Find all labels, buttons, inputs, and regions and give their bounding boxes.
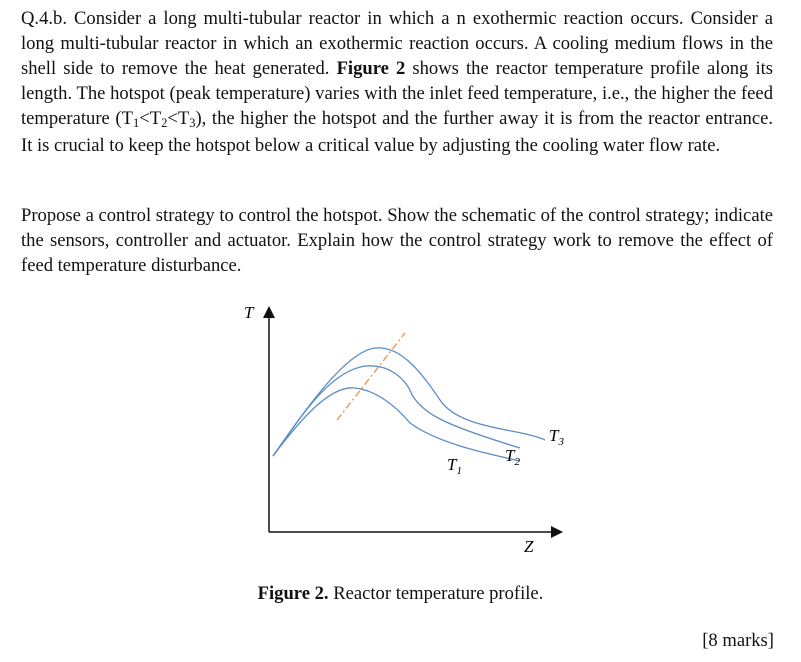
question-text-cont: shows the reactor temperature profile along its length. The hotspot (peak temperature) varies with the inlet feed temperature, i.e., the higher the feed temperature (T: [21, 58, 774, 129]
curve-label-t2: $T_2$: [505, 446, 520, 468]
figure-reference: Figure 2: [336, 58, 406, 79]
question-text-end: ), the higher the hotspot and the further away it is from the reactor entrance. It is crucial to keep the hotspot below a critical value by adjusting the cooling water flow rate.: [21, 108, 773, 156]
curve-t2: [273, 366, 520, 456]
less-than-t2: <T: [139, 108, 162, 129]
reactor-temperature-figure: [0, 300, 801, 570]
curve-label-t3: $T_3$: [549, 426, 564, 448]
x-axis-label: Z: [524, 537, 534, 556]
question-paragraph-2: Propose a control strategy to control the hotspot. Show the schematic of the control strategy; indicate the sensors, controller and actuator. Explain how the control strategy work to remove the effect of feed temperature disturbance.: [21, 205, 773, 276]
caption-label: Figure 2.: [257, 583, 329, 604]
question-text: Q.4.b. Consider a long multi-tubular reactor in which a n exothermic reaction occurs. Consider a long multi-tubular reactor in which an exothermic reaction occurs. A cooling medium flows in the shell side to remove the heat generated.: [21, 8, 773, 79]
caption-text: Reactor temperature profile.: [328, 583, 544, 604]
curve-label-t1: $T_1$: [447, 455, 462, 477]
y-axis-label: T: [244, 303, 254, 322]
question-paragraph-1: [21, 6, 773, 158]
less-than-t3: <T: [167, 108, 190, 129]
subscript-3: 3: [189, 116, 196, 130]
figure-caption: [0, 583, 801, 605]
marks-label: [8 marks]: [702, 630, 774, 651]
subscript-1: 1: [132, 116, 140, 130]
subscript-2: 2: [161, 116, 168, 130]
